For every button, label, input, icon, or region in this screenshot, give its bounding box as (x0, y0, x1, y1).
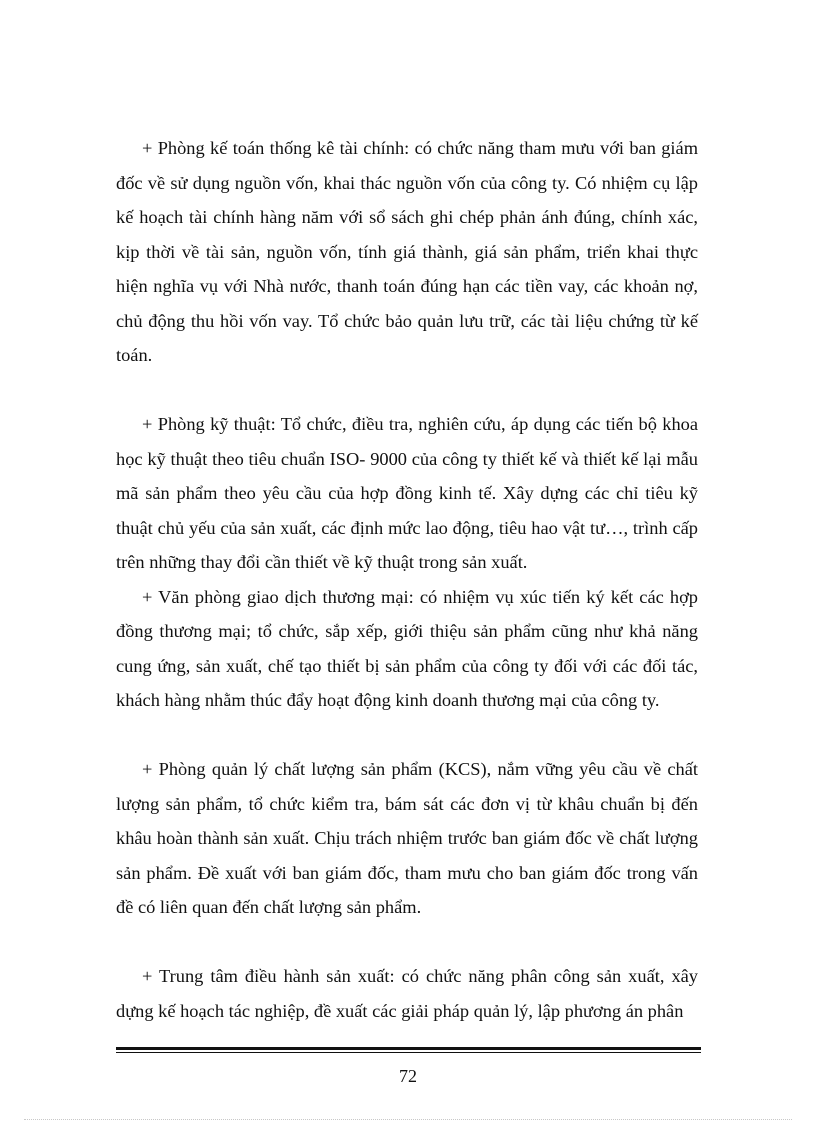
body-text (116, 131, 698, 1028)
paragraph-trade-office: + Văn phòng giao dịch thương mại: có nhiệm vụ xúc tiến ký kết các hợp đồng thương mại; tổ chức, sắp xếp, giới thiệu sản phẩm cũng như khả năng cung ứng, sản xuất, chế tạo thiết bị sản phẩm của công ty đối với các đối tác, khách hàng nhằm thúc đẩy hoạt động kinh doanh thương mại của công ty. (116, 586, 698, 710)
footer-divider (116, 1047, 701, 1053)
paragraph-accounting-dept: + Phòng kế toán thống kê tài chính: có chức năng tham mưu với ban giám đốc về sử dụng nguồn vốn, khai thác nguồn vốn của công ty. Có nhiệm cụ lập kế hoạch tài chính hàng năm với sổ sách ghi chép phản ánh đúng, chính xác, kịp thời về tài sản, nguồn vốn, tính giá thành, giá sản phẩm, triển khai thực hiện nghĩa vụ với Nhà nước, thanh toán đúng hạn các tiền vay, các khoản nợ, chủ động thu hồi vốn vay. Tổ chức bảo quản lưu trữ, các tài liệu chứng từ kế toán. (116, 138, 698, 365)
page-bottom-edge (24, 1119, 792, 1120)
paragraph-quality-dept: + Phòng quản lý chất lượng sản phẩm (KCS), nắm vững yêu cầu về chất lượng sản phẩm, tổ chức kiểm tra, bám sát các đơn vị từ khâu chuẩn bị đến khâu hoàn thành sản xuất. Chịu trách nhiệm trước ban giám đốc về chất lượng sản phẩm. Đề xuất với ban giám đốc, tham mưu cho ban giám đốc trong vấn đề có liên quan đến chất lượng sản phẩm. (116, 759, 698, 917)
page-number: 72 (399, 1066, 417, 1086)
paragraph-production-center: + Trung tâm điều hành sản xuất: có chức năng phân công sản xuất, xây dựng kế hoạch tác nghiệp, đề xuất các giải pháp quản lý, lập phương án phân (116, 966, 698, 1021)
footer-divider-thick-line (116, 1047, 701, 1050)
paragraph-technical-dept: + Phòng kỹ thuật: Tổ chức, điều tra, nghiên cứu, áp dụng các tiến bộ khoa học kỹ thuật theo tiêu chuẩn ISO- 9000 của công ty thiết kế và thiết kế lại mẫu mã sản phẩm theo yêu cầu của hợp đồng kinh tế. Xây dựng các chỉ tiêu kỹ thuật chủ yếu của sản xuất, các định mức lao động, tiêu hao vật tư…, trình cấp trên những thay đổi cần thiết về kỹ thuật trong sản xuất. (116, 414, 698, 572)
footer-divider-thin-line (116, 1052, 701, 1053)
